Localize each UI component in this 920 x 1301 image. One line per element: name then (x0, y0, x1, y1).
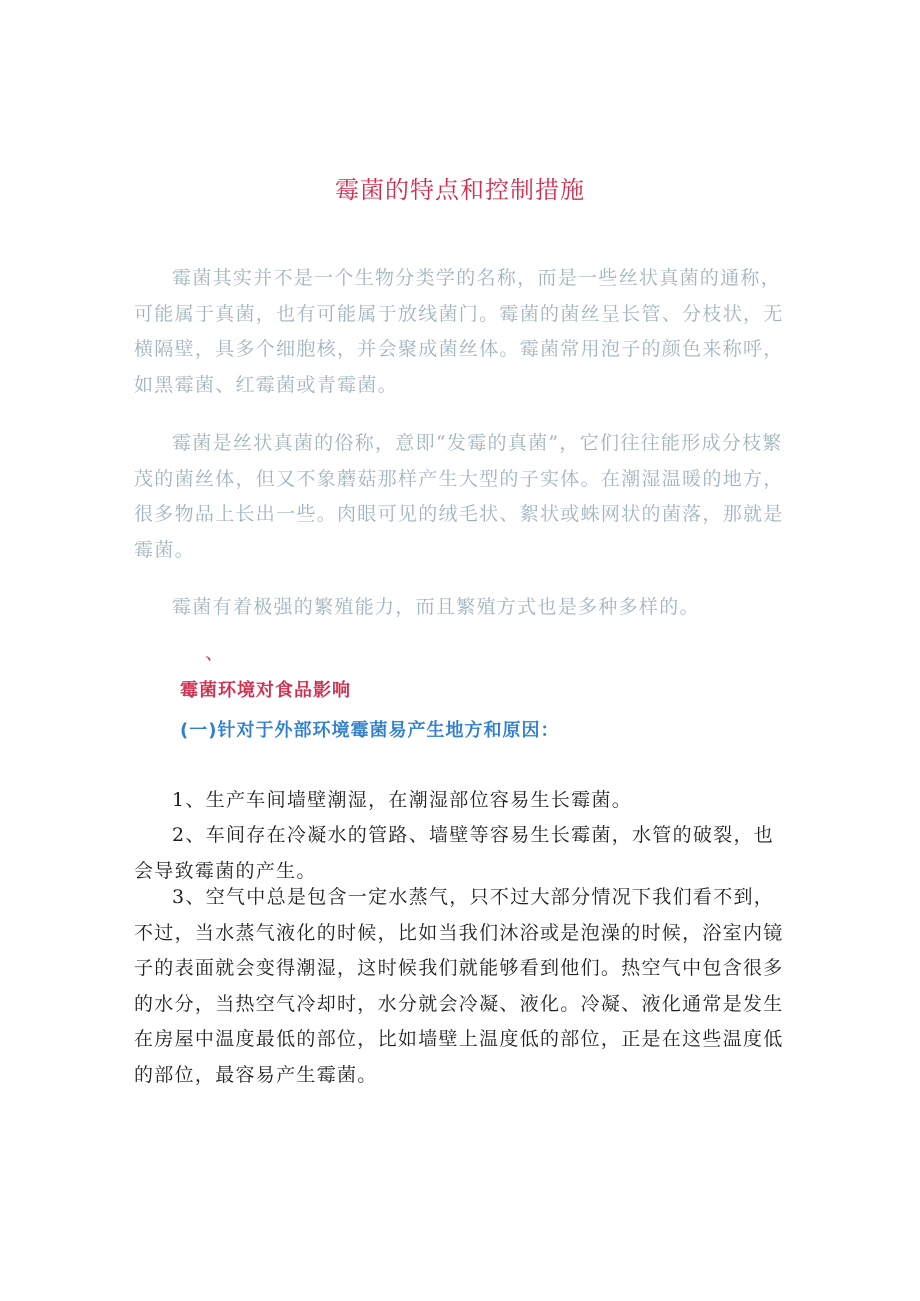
subsection-heading: (一)针对于外部环境霉菌易产生地方和原因： (180, 720, 560, 741)
intro-paragraph-3: 霉菌有着极强的繁殖能力，而且繁殖方式也是多种多样的。 (172, 596, 700, 618)
list-item-2: 2、车间存在冷凝水的管路、墙壁等容易生长霉菌，水管的破裂，也会导致霉菌的产生。 (134, 824, 775, 882)
list-item-1: 1、生产车间墙壁潮湿，在潮湿部位容易生长霉菌。 (172, 789, 632, 811)
intro-paragraph-1: 霉菌其实并不是一个生物分类学的名称，而是一些丝状真菌的通称，可能属于真菌，也有可能属于放线菌门。霉菌的菌丝呈长管、分枝状，无横隔壁，具多个细胞核，并会聚成菌丝体。霉菌常用泡子的颜色来称呼，如黑霉菌、红霉菌或青霉菌。 (134, 267, 784, 396)
section-heading: 霉菌环境对食品影响 (180, 680, 351, 701)
list-item-3: 3、空气中总是包含一定水蒸气，只不过大部分情况下我们看不到，不过，当水蒸气液化的时候，比如当我们沐浴或是泡澡的时候，浴室内镜子的表面就会变得潮湿，这时候我们就能够看到他们。热空气中包含很多的水分，当热空气冷却时，水分就会冷凝、液化。冷凝、液化通常是发生在房屋中温度最低的部位，比如墙壁上温度低的部位，正是在这些温度低的部位，最容易产生霉菌。 (134, 886, 784, 1086)
list-marker: 、 (205, 642, 225, 664)
page-title: 霉菌的特点和控制措施 (335, 176, 585, 204)
intro-paragraph-2: 霉菌是丝状真菌的俗称，意即“发霉的真菌”，它们往往能形成分枝繁茂的菌丝体，但又不象蘑菇那样产生大型的子实体。在潮湿温暖的地方，很多物品上长出一些。肉眼可见的绒毛状、絮状或蛛网状的菌落，那就是霉菌。 (134, 432, 784, 561)
